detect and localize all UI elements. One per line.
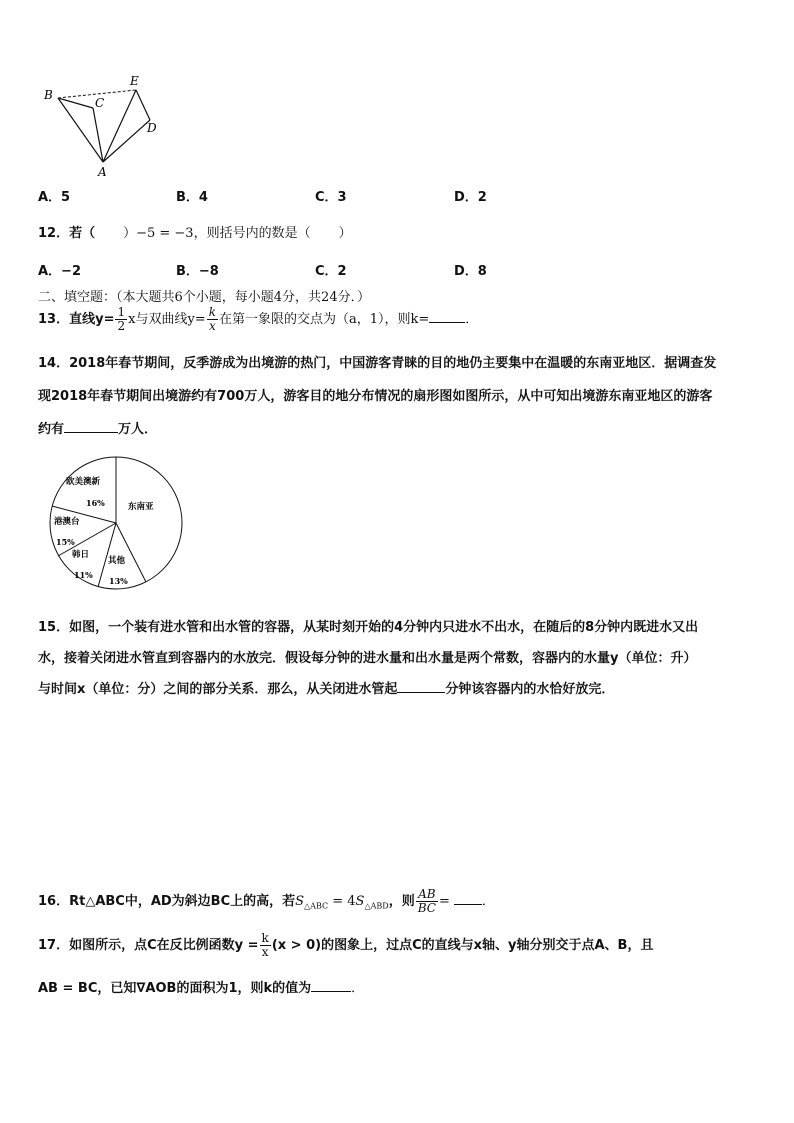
pie-pct-europe: 16% <box>86 498 105 508</box>
q12-option-b: B．−8 <box>176 264 219 279</box>
segment-DA <box>103 120 150 162</box>
q16-s1: S <box>295 894 305 909</box>
q12-question <box>38 222 352 241</box>
q16-text-1: 16．Rt△ABC中，AD为斜边BC上的高，若 <box>38 894 296 909</box>
q16-text-4: ． <box>481 894 495 909</box>
q17-frac-den: x <box>261 945 269 959</box>
q14-line-3-a: 约有 <box>38 422 65 437</box>
q12-option-c: C．2 <box>315 264 347 279</box>
q14-line-2: 现2018年春节期间出境游约有700万人，游客目的地分布情况的扇形图如图所示，从中可知出境游东南亚地区的游客 <box>38 389 713 404</box>
q17-line-2 <box>38 977 364 996</box>
q17-text-1: 17．如图所示，点C在反比例函数y = <box>38 938 259 953</box>
q16-text-2: ，则 <box>388 894 415 909</box>
q16-frac-den: BC <box>417 901 436 915</box>
q16-fraction <box>416 888 438 915</box>
pie-pct-other: 13% <box>109 576 128 586</box>
q11-geometry-figure <box>38 70 168 178</box>
q16-frac-num: AB <box>418 887 436 901</box>
q15-line-3-a: 与时间x（单位：分）之间的部分关系．那么，从关闭进水管起 <box>38 682 398 697</box>
q14-line-1: 14．2018年春节期间，反季游成为出境游的热门，中国游客青睐的目的地仍主要集中在温暖的东南亚地区．据调查发 <box>38 356 717 371</box>
q11-option-a: A．5 <box>38 190 71 205</box>
q15-line-3-b: 分钟该容器内的水恰好放完． <box>445 682 615 697</box>
q14-line-3 <box>38 418 157 437</box>
q13-text-1: 13．直线y= <box>38 312 115 327</box>
q13-fraction-2 <box>207 306 218 333</box>
q16-text-3: = <box>438 894 450 909</box>
q17-answer-blank[interactable] <box>311 979 351 992</box>
q16-s2: S <box>355 894 365 909</box>
q17-line-1 <box>38 932 653 959</box>
q15-line-1: 15．如图，一个装有进水管和出水管的容器，从某时刻开始的4分钟内只进水不出水，在随后的8分钟内既进水又出 <box>38 620 699 635</box>
q15-line-2: 水，接着关闭进水管直到容器内的水放完．假设每分钟的进水量和出水量是两个常数，容器内的水量y（单位：升） <box>38 651 697 666</box>
q13-answer-blank[interactable] <box>429 310 465 323</box>
q15-answer-blank[interactable] <box>397 680 445 693</box>
label-B: B <box>44 88 53 102</box>
label-D: D <box>147 121 157 135</box>
q14-line-3-b: 万人． <box>118 422 158 437</box>
q14-answer-blank[interactable] <box>64 420 118 433</box>
q16-eq: = 4 <box>328 894 356 909</box>
q16-answer-blank[interactable] <box>454 892 482 905</box>
q13-frac2-num: k <box>208 305 216 319</box>
q13-text-4: ． <box>465 312 479 327</box>
label-E: E <box>130 74 139 88</box>
pie-label-europe: 欧美澳新 <box>66 477 101 487</box>
q13-text-2: x与双曲线y= <box>128 312 206 327</box>
q17-frac-num: k <box>261 931 269 945</box>
q15-line-3 <box>38 678 614 697</box>
q17-text-2: (x > 0)的图象上，过点C的直线与x轴、y轴分别交于点A、B，且 <box>271 938 654 953</box>
pie-label-korea-japan: 韩日 <box>72 550 90 560</box>
q16-question <box>38 888 495 915</box>
pie-pct-hk-macau-tw: 15% <box>56 537 75 547</box>
q17-fraction <box>260 932 271 959</box>
pie-pct-korea-japan: 11% <box>74 570 93 580</box>
q13-frac2-den: x <box>208 319 216 333</box>
q12-text-3: ） <box>338 226 352 241</box>
q13-fraction-1 <box>115 306 127 333</box>
q12-text-2: ）−5 = −3，则括号内的数是（ <box>123 226 311 241</box>
q11-option-c: C．3 <box>315 190 347 205</box>
pie-label-hk-macau-tw: 港澳台 <box>54 517 80 527</box>
section-2-heading: 二、填空题：（本大题共6个小题，每小题4分，共24分．） <box>38 290 371 305</box>
segment-EA <box>103 90 136 162</box>
q16-s2-sub: △ABD <box>364 901 389 911</box>
label-C: C <box>95 96 105 110</box>
segment-ED <box>136 90 150 120</box>
destination-pie-chart <box>42 456 192 592</box>
q13-question <box>38 306 478 333</box>
q12-text-1: 12．若（ <box>38 226 96 241</box>
q16-s1-sub: △ABC <box>304 901 329 911</box>
q12-option-a: A．−2 <box>38 264 81 279</box>
q13-text-3: 在第一象限的交点为（a，1），则k= <box>218 312 430 327</box>
q17-line-2-a: AB = BC，已知∇AOB的面积为1，则k的值为 <box>38 981 312 996</box>
q13-frac1-num: 1 <box>117 305 126 319</box>
pie-divider-5 <box>116 523 146 582</box>
q11-option-d: D．2 <box>454 190 487 205</box>
pie-label-southeast-asia: 东南亚 <box>128 502 154 512</box>
q13-frac1-den: 2 <box>117 319 126 333</box>
q12-option-d: D．8 <box>454 264 487 279</box>
label-A: A <box>98 165 107 178</box>
pie-label-other: 其他 <box>108 556 126 566</box>
q11-option-b: B．4 <box>176 190 208 205</box>
q17-line-2-b: ． <box>351 981 365 996</box>
